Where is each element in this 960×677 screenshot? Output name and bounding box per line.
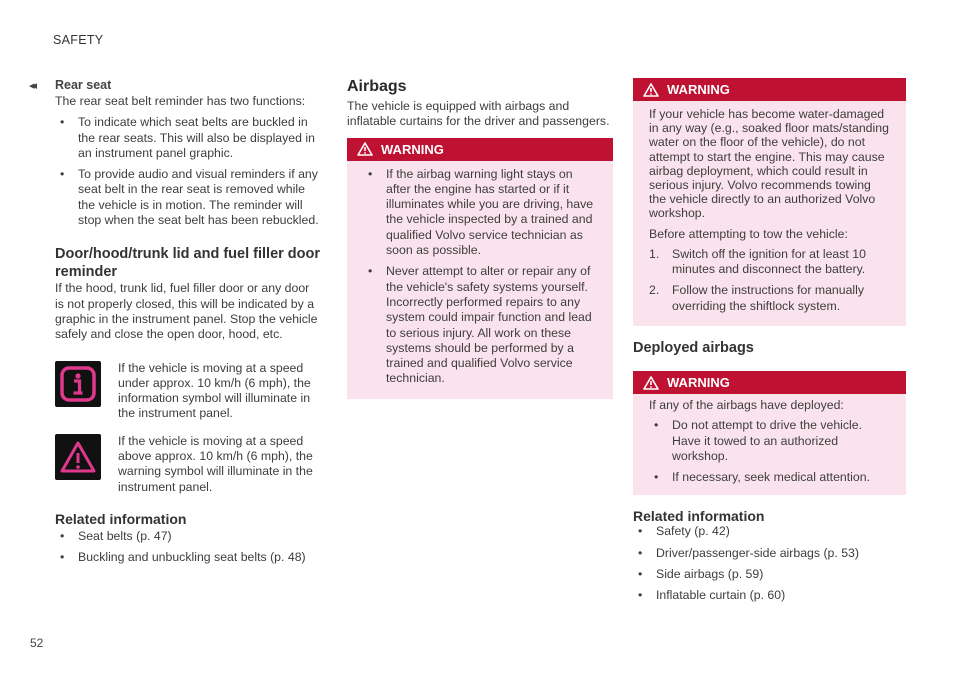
warning-label: WARNING	[667, 375, 730, 391]
deployed-airbags-heading: Deployed airbags	[633, 340, 754, 357]
list-item-text: Do not attempt to drive the vehicle. Have it towed to an authorized workshop.	[672, 418, 863, 463]
warning-triangle-icon	[643, 376, 659, 390]
list-item	[363, 167, 597, 259]
rear-seat-heading: Rear seat	[55, 78, 112, 92]
page-header: SAFETY	[53, 33, 104, 47]
list-item	[649, 470, 890, 485]
related-info-heading: Related information	[55, 510, 187, 527]
list-item-text: Follow the instructions for manually overriding the shiftlock system.	[672, 283, 865, 313]
column-right	[633, 78, 906, 604]
list-item[interactable]	[633, 546, 906, 561]
airbag-warning-list	[363, 167, 597, 387]
rear-seat-list	[55, 115, 320, 228]
bullet: •	[638, 524, 643, 539]
list-item-text: To provide audio and visual reminders if any seat belt in the rear seat is removed while the vehicle is in motion. The reminder will stop when the seat belt has been rebuckled.	[78, 167, 319, 228]
airbag-warning-box	[347, 138, 613, 399]
related-info-list	[55, 529, 320, 566]
warning-triangle-icon	[643, 83, 659, 97]
column-middle	[347, 78, 613, 399]
list-item	[649, 418, 890, 464]
bullet: •	[60, 167, 65, 182]
warning-header	[633, 371, 906, 394]
related-link[interactable]: Driver/passenger-side airbags (p. 53)	[656, 545, 859, 560]
deployed-warning-box	[633, 371, 906, 495]
list-item-text: If the airbag warning light stays on after the engine has started or if it illuminates while you are driving, have the vehicle inspected by a trained and qualified Volvo service technician as soon as possible.	[386, 166, 594, 258]
list-item-text: Never attempt to alter or repair any of the vehicle's safety systems yourself. Incorrectly performed repairs to any system could impair function and lead to serious injury. All work on these systems should be performed by a trained and qualified Volvo service technician.	[386, 264, 592, 386]
bullet: •	[654, 470, 659, 485]
list-item-text: To indicate which seat belts are buckled in the rear seats. This will also be displayed in an instrument panel graphic.	[78, 115, 315, 160]
related-link[interactable]: Seat belts (p. 47)	[78, 528, 172, 543]
water-damage-text: If your vehicle has become water-damaged in any way (e.g., soaked floor mats/standing water on the floor of the vehicle), do not attempt to start the engine. This may cause airbag deployment, which could result in serious injury. Volvo recommends towing the vehicle directly to an authorized Volvo workshop.	[649, 107, 889, 221]
warning-triangle-icon	[357, 142, 373, 156]
warning-label: WARNING	[381, 141, 444, 157]
info-symbol-text: If the vehicle is moving at a speed under approx. 10 km/h (6 mph), the information symbol will illuminate in the instrument panel.	[118, 360, 311, 421]
related-link[interactable]: Inflatable curtain (p. 60)	[656, 588, 786, 603]
list-item	[649, 247, 890, 278]
warning-symbol-row	[55, 434, 320, 495]
list-item[interactable]	[633, 524, 906, 539]
rear-seat-intro: The rear seat belt reminder has two functions:	[55, 94, 306, 108]
related-link[interactable]: Buckling and unbuckling seat belts (p. 48)	[78, 550, 306, 565]
deployed-intro: If any of the airbags have deployed:	[649, 398, 844, 413]
column-left	[55, 78, 320, 566]
list-item[interactable]	[55, 529, 320, 544]
list-item	[55, 115, 320, 161]
continued-marker: ◂◂	[29, 80, 35, 92]
list-item[interactable]	[633, 567, 906, 582]
step-number: 1.	[649, 246, 660, 261]
list-item-text: If necessary, seek medical attention.	[672, 470, 870, 485]
bullet: •	[368, 166, 373, 181]
door-reminder-body: If the hood, trunk lid, fuel filler door or any door is not properly closed, this will be indicated by a graphic in the instrument panel. Stop the vehicle safely and close the open door, hood, etc.	[55, 281, 318, 342]
bullet: •	[638, 567, 643, 581]
warning-symbol-icon	[55, 434, 101, 480]
list-item	[649, 283, 890, 314]
water-damage-warning-box	[633, 78, 906, 326]
bullet: •	[638, 545, 643, 560]
related-info-list	[633, 524, 906, 603]
related-info-heading: Related information	[633, 508, 765, 525]
warning-label: WARNING	[667, 82, 730, 97]
list-item[interactable]	[633, 588, 906, 603]
related-link[interactable]: Safety (p. 42)	[656, 524, 730, 539]
tow-intro: Before attempting to tow the vehicle:	[649, 226, 848, 241]
step-number: 2.	[649, 283, 660, 298]
bullet: •	[60, 115, 65, 130]
bullet: •	[60, 528, 65, 543]
bullet: •	[638, 588, 643, 603]
list-item[interactable]	[55, 550, 320, 565]
warning-symbol-text: If the vehicle is moving at a speed above approx. 10 km/h (6 mph), the warning symbol will illuminate in the instrument panel.	[118, 433, 313, 494]
tow-steps	[649, 247, 890, 314]
deployed-list	[649, 418, 890, 485]
info-symbol-row	[55, 361, 320, 422]
info-symbol-icon	[55, 361, 101, 407]
warning-header	[633, 78, 906, 101]
list-item-text: Switch off the ignition for at least 10 minutes and disconnect the battery.	[672, 246, 866, 277]
list-item	[55, 167, 320, 228]
warning-header	[347, 138, 613, 161]
bullet: •	[654, 418, 659, 433]
airbags-heading: Airbags	[347, 78, 407, 95]
airbags-intro: The vehicle is equipped with airbags and inflatable curtains for the driver and passengers.	[347, 99, 610, 129]
page-number: 52	[30, 636, 44, 650]
related-link[interactable]: Side airbags (p. 59)	[656, 567, 764, 581]
bullet: •	[368, 264, 373, 279]
list-item	[363, 264, 597, 386]
door-reminder-heading: Door/hood/trunk lid and fuel filler door reminder	[55, 246, 321, 281]
bullet: •	[60, 550, 65, 565]
